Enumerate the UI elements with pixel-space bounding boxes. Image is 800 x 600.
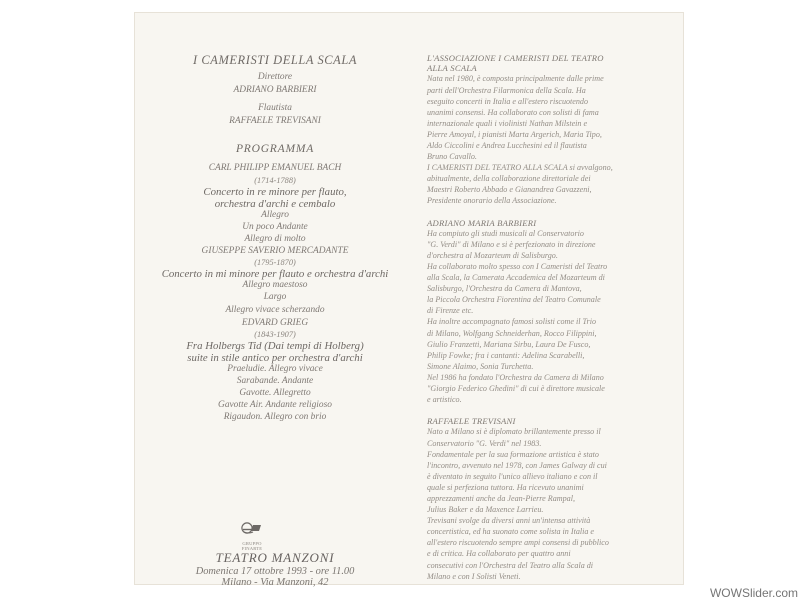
barbieri-line: Giulio Franzetti, Mariana Sirbu, Laura De Fusco, [427,339,591,349]
barbieri-line: Philip Fowke; fra i cantanti: Adelina Scarabelli, [427,350,585,360]
association-line: I CAMERISTI DEL TEATRO ALLA SCALA si avvalgono, [427,163,613,173]
trevisani-line: Milano e con I Solisti Veneti. [427,571,521,581]
concert-date: Domenica 17 ottobre 1993 - ore 11.00 [195,566,355,577]
trevisani-line: l'incontro, avvenuto nel 1978, con James Galway di cui [427,460,607,470]
flutist-name: RAFFAELE TREVISANI [229,116,321,126]
barbieri-line: alla Scala, la Camerata Accademica del Mozarteum di [427,273,605,283]
association-line: internazionale quali i violinisti Nathan Milstein e [427,118,588,128]
work-title: Concerto in re minore per flauto, [203,186,347,198]
barbieri-line: di Firenze etc. [427,306,474,316]
association-line: Maestri Roberto Abbado e Gianandrea Gavazzeni, [427,185,592,195]
ensemble-title: I CAMERISTI DELLA SCALA [193,53,357,67]
work-title: orchestra d'archi e cembalo [214,198,336,210]
trevisani-line: Trevisani svolge da diversi anni un'intensa attività [427,516,591,526]
association-line: Pierre Amoyal, i pianisti Marta Argerich, Maria Tipo, [427,129,602,139]
association-heading-line: ALLA SCALA [427,63,477,74]
composer-dates: (1714-1788) [254,176,296,185]
trevisani-line: concertistica, ed ha suonato come solista in Italia e [427,527,595,537]
trevisani-line: Conservatorio "G. Verdi" nel 1983. [427,438,542,448]
work-title: Concerto in mi minore per flauto e orchestra d'archi [161,268,389,280]
barbieri-line: "Giorgio Federico Ghedini" di cui è direttore musicale [427,384,605,394]
composer-name: EDVARD GRIEG [241,318,309,328]
barbieri-line: Ha collaborato molto spesso con I Cameristi del Teatro [427,262,608,272]
sponsor-logo [239,519,265,537]
right-column [427,53,663,582]
barbieri-line: Salisburgo, l'Orchestra da Camera di Mantova, [427,284,582,294]
barbieri-line: Nel 1986 ha fondato l'Orchestra da Camera di Milano [427,372,604,382]
section-spacer [427,207,663,218]
theater-title: TEATRO MANZONI [215,550,335,565]
association-line: Presidente onorario della Associazione. [427,196,557,206]
barbieri-line: Simone Alaimo, Sonia Turchetta. [427,361,534,371]
barbieri-line: "G. Verdi" di Milano e si è perfezionato in direzione [427,239,596,249]
work-title: suite in stile antico per orchestra d'archi [187,352,363,364]
association-line: Bruno Cavallo. [427,152,477,162]
barbieri-line: di Milano, Wolfgang Schneiderhan, Rocco Filippini, [427,328,597,338]
flutist-label: Flautista [258,103,292,113]
trevisani-paragraph [427,426,663,581]
movement: Allegro maestoso [242,280,308,290]
association-line: abitualmente, della collaborazione direttoriale dei [427,174,591,184]
trevisani-line: Julius Baker e da Maxence Larrieu. [427,505,544,515]
section-spacer [427,405,663,416]
movement: Allegro [261,210,289,220]
movement: Sarabande. Andante [236,376,314,386]
barbieri-line: la Piccola Orchestra Fiorentina del Teatro Comunale [427,295,601,305]
barbieri-heading: ADRIANO MARIA BARBIERI [427,217,537,228]
association-line: Nata nel 1980, è composta principalmente dalle prime [427,74,604,84]
association-line: unanimi consensi. Ha collaborato con solisti di fama [427,107,599,117]
wowslider-watermark: WOWSlider.com [709,586,798,600]
trevisani-line: Nato a Milano si è diplomato brillantemente presso il [427,427,601,437]
composer-name: GIUSEPPE SAVERIO MERCADANTE [201,246,349,256]
theater-address: Milano - Via Manzoni, 42 [221,577,329,588]
trevisani-line: all'estero riscuotendo sempre ampi consensi di pubblico [427,538,609,548]
barbieri-line: Ha compiuto gli studi musicali al Conservatorio [427,228,584,238]
trevisani-line: Fondamentale per la sua formazione artistica è stato [427,449,599,459]
association-line: eseguito concerti in Italia e all'estero riscuotendo [427,96,589,106]
director-label: Direttore [257,72,293,82]
composer-dates: (1795-1870) [254,258,296,267]
trevisani-line: e di critica. Ha collaborato per quattro anni [427,549,571,559]
movement: Allegro di molto [244,234,306,244]
association-heading [427,53,663,73]
movement: Largo [263,292,287,302]
trevisani-heading: RAFFAELE TREVISANI [427,416,516,427]
movement: Praeludie. Allegro vivace [227,364,323,374]
trevisani-line: consecutivi con l'Orchestra del Teatro alla Scala di [427,560,594,570]
programma-heading: PROGRAMMA [235,143,315,155]
movement: Rigaudon. Allegro con brio [223,412,327,422]
barbieri-paragraph [427,228,663,406]
association-heading-line: L'ASSOCIAZIONE I CAMERISTI DEL TEATRO [427,53,604,63]
composer-name: CARL PHILIPP EMANUEL BACH [208,163,342,173]
sponsor-logo-label: GRUPPO FINARTE [241,541,263,551]
work-title: Fra Holbergs Tid (Dai tempi di Holberg) [186,340,364,352]
trevisani-line: apprezzamenti anche da Jean-Pierre Rampal, [427,494,575,503]
barbieri-line: d'orchestra al Mozarteum di Salisburgo. [427,250,558,260]
composer-dates: (1843-1907) [254,330,296,339]
movement: Un poco Andante [242,222,308,232]
association-line: parti dell'Orchestra Filarmonica della Scala. Ha [427,85,586,95]
movement: Gavotte. Allegretto [239,388,311,398]
barbieri-line: e artistico. [427,395,462,405]
trevisani-line: è diventato in seguito l'unico allievo italiano e con il [427,471,598,481]
association-paragraph [427,73,663,206]
director-name: ADRIANO BARBIERI [233,85,317,95]
association-line: Aldo Ciccolini e Andrea Lucchesini ed il flautista [427,140,587,150]
movement: Allegro vivace scherzando [225,305,325,315]
movement: Gavotte Air. Andante religioso [218,400,332,410]
barbieri-line: Ha inoltre accompagnato famosi solisti come il Trio [427,317,596,327]
trevisani-line: quale si perfeziona tuttora. Ha ricevuto unanimi [427,482,584,492]
